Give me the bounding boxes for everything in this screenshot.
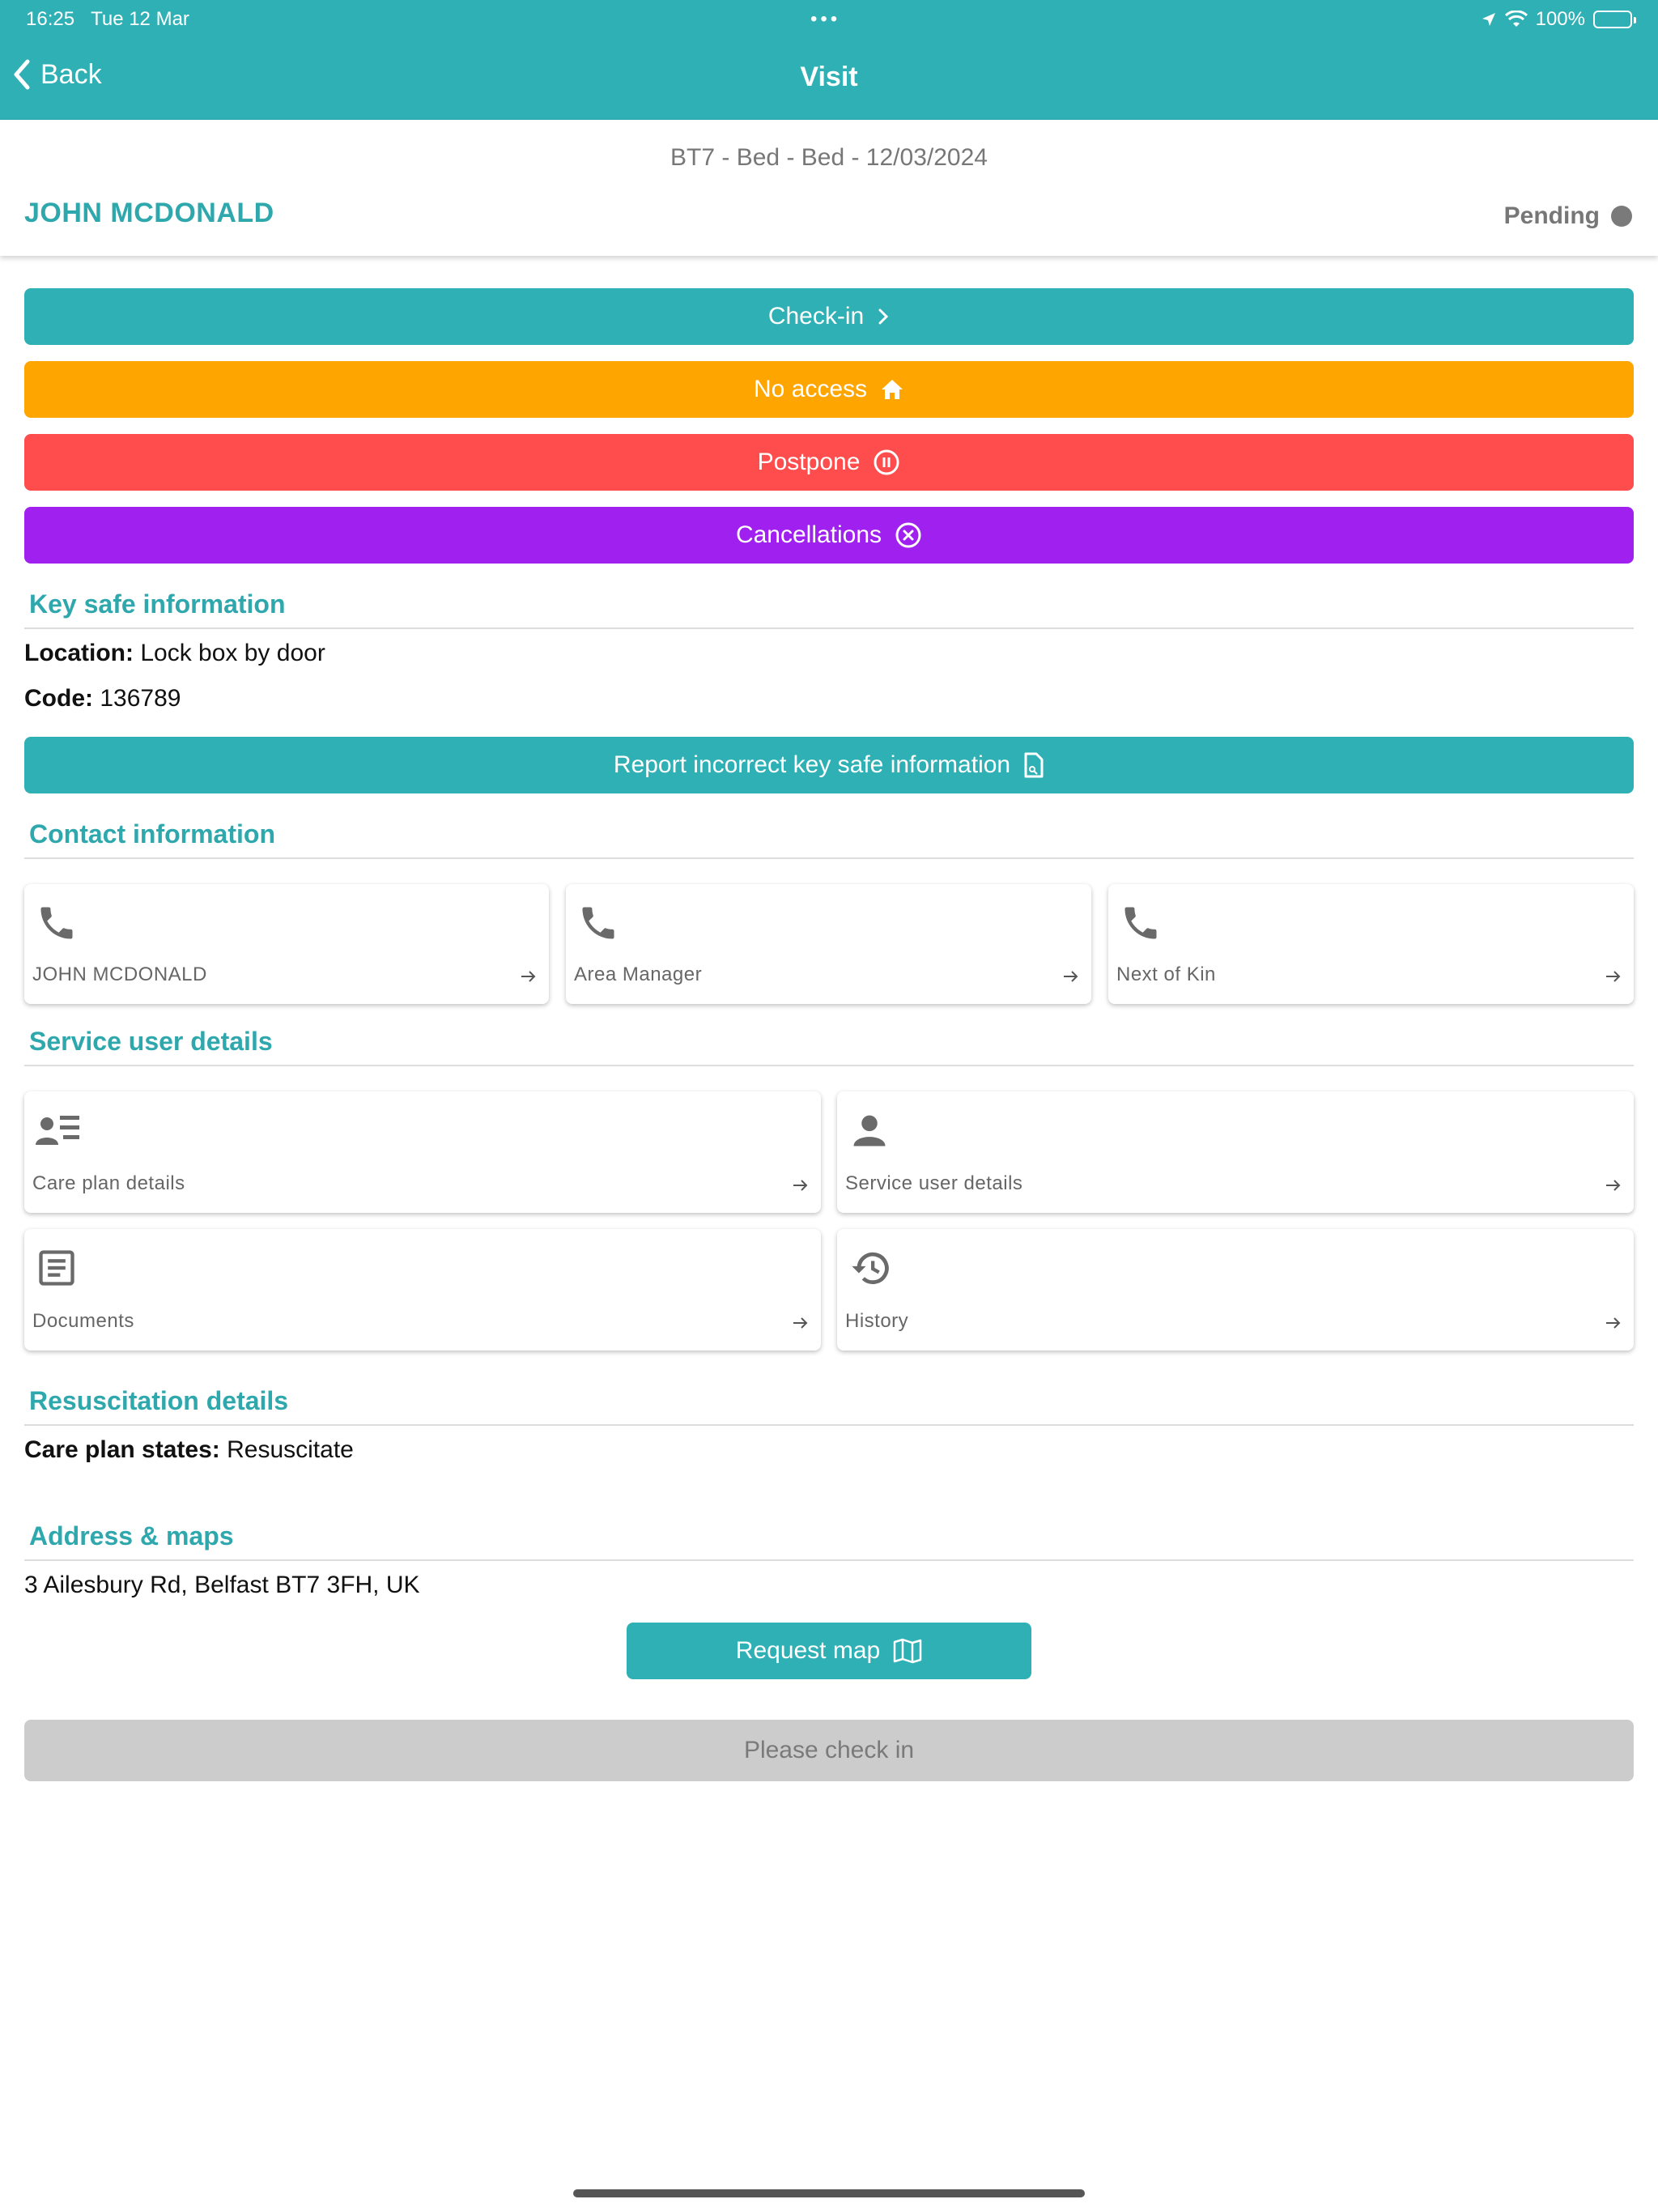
card-label: Documents [32,1310,134,1332]
no-access-button[interactable] [24,361,1634,418]
location-value: Lock box by door [140,640,325,666]
contact-card-next-of-kin[interactable] [1108,884,1634,1004]
visit-meta: BT7 - Bed - Bed - 12/03/2024 [670,144,988,171]
arrow-right-icon [1061,967,1080,986]
arrow-right-icon [1603,967,1622,986]
contact-title: Contact information [29,819,275,849]
status-time: 16:25 [26,8,75,30]
postpone-button[interactable] [24,434,1634,491]
report-key-safe-label: Report incorrect key safe information [613,751,1011,778]
map-icon [893,1638,922,1664]
arrow-right-icon [518,967,538,986]
no-access-label: No access [753,376,868,402]
document-icon [36,1247,78,1289]
resuscitation-status [24,1436,354,1464]
checkin-button[interactable] [24,288,1634,345]
contact-label: Next of Kin [1116,963,1216,985]
section-divider [24,857,1634,859]
key-safe-location [24,640,325,667]
client-name: JOHN MCDONALD [24,198,274,228]
page-title: Visit [800,62,858,92]
phone-icon [36,902,78,944]
multitasking-dots-icon[interactable]: ••• [810,8,841,30]
history-card[interactable] [837,1229,1634,1351]
arrow-right-icon [790,1176,810,1195]
care-plan-card[interactable] [24,1091,821,1213]
key-safe-title: Key safe information [29,589,286,619]
contact-card-area-manager[interactable] [566,884,1091,1004]
care-plan-icon [36,1109,81,1151]
navigation-bar [0,0,1658,120]
pause-circle-icon [873,449,900,476]
cancellations-button[interactable] [24,507,1634,564]
person-icon [848,1109,891,1151]
chevron-right-icon [877,308,890,325]
care-plan-states-label: Care plan states: [24,1436,220,1463]
close-circle-icon [895,521,922,549]
visit-header [0,120,1658,256]
wifi-icon [1505,11,1528,28]
battery-icon [1593,11,1632,28]
key-safe-code [24,685,181,713]
address-text: 3 Ailesbury Rd, Belfast BT7 3FH, UK [24,1572,420,1598]
section-divider [24,627,1634,629]
contact-label: JOHN MCDONALD [32,963,207,985]
code-value: 136789 [100,685,181,712]
arrow-right-icon [1603,1313,1622,1333]
location-label: Location: [24,640,134,666]
history-icon [848,1247,894,1289]
status-date: Tue 12 Mar [91,8,189,30]
report-key-safe-button[interactable] [24,737,1634,793]
postpone-label: Postpone [757,449,861,475]
contact-card-client[interactable] [24,884,549,1004]
please-check-in-button[interactable] [24,1720,1634,1781]
section-divider [24,1065,1634,1066]
arrow-right-icon [790,1313,810,1333]
card-label: Care plan details [32,1172,185,1194]
request-map-button[interactable] [627,1623,1031,1679]
home-icon [880,378,904,401]
report-document-icon [1023,752,1044,778]
card-label: Service user details [845,1172,1023,1194]
resuscitation-title: Resuscitation details [29,1386,289,1415]
home-indicator[interactable] [573,2189,1085,2197]
visit-status [1504,202,1632,230]
please-check-in-label: Please check in [743,1737,915,1763]
arrow-right-icon [1603,1176,1622,1195]
card-label: History [845,1310,909,1332]
code-label: Code: [24,685,93,712]
care-plan-states-value: Resuscitate [227,1436,354,1463]
service-user-title: Service user details [29,1027,273,1056]
section-divider [24,1559,1634,1561]
request-map-label: Request map [735,1637,881,1664]
address-title: Address & maps [29,1521,234,1551]
phone-icon [577,902,619,944]
location-arrow-icon [1481,11,1497,28]
documents-card[interactable] [24,1229,821,1351]
checkin-label: Check-in [767,303,865,330]
service-user-card[interactable] [837,1091,1634,1213]
status-bar [0,6,1658,31]
section-divider [24,1424,1634,1426]
status-dot-icon [1611,206,1632,227]
status-label: Pending [1503,202,1600,229]
contact-label: Area Manager [574,963,703,985]
battery-percent: 100% [1535,8,1585,30]
cancellations-label: Cancellations [735,521,882,548]
back-label: Back [40,58,102,90]
phone-icon [1120,902,1162,944]
